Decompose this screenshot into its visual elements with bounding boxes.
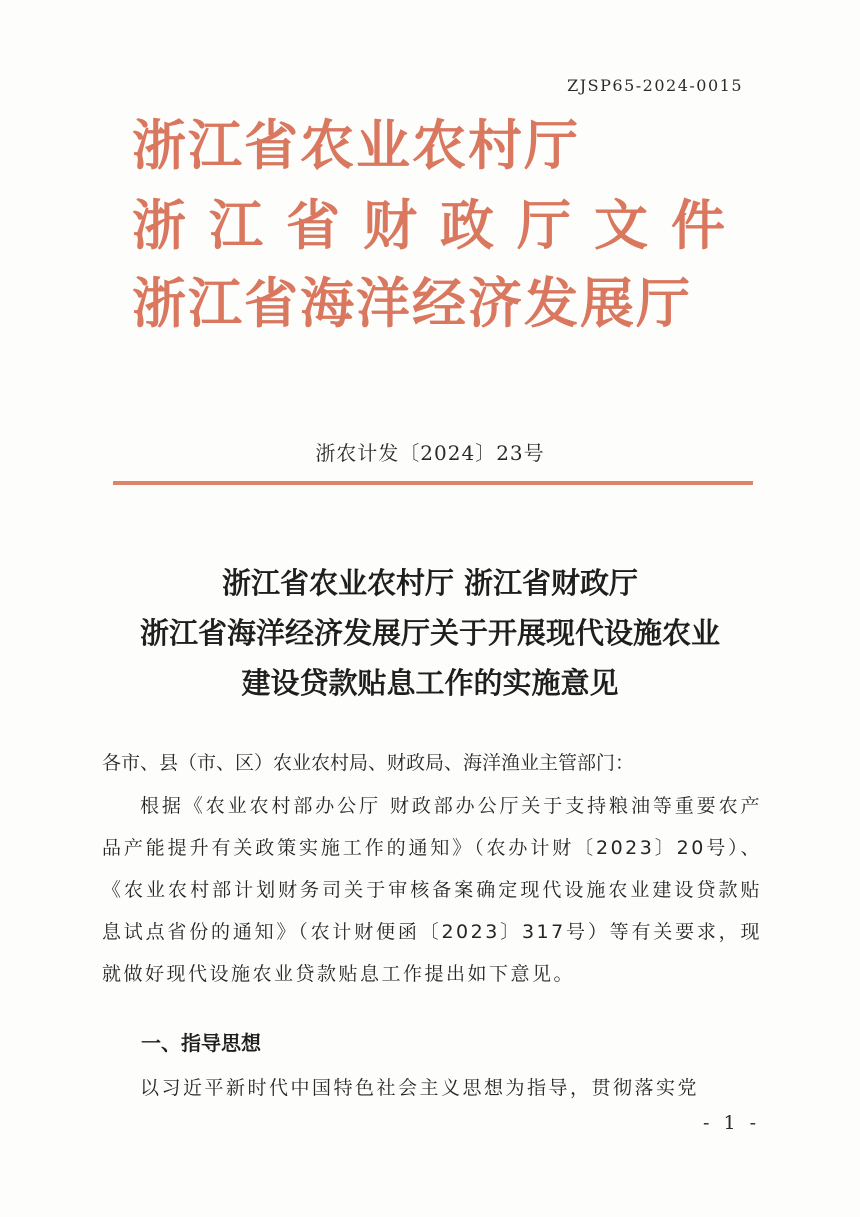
page-number: - 1 - bbox=[702, 1112, 760, 1134]
document-title bbox=[0, 558, 860, 708]
paragraph-basis: 根据《农业农村部办公厅 财政部办公厅关于支持粮油等重要农产品产能提升有关政策实施工作的通知》（农办计财〔2023〕20号）、《农业农村部计划财务司关于审核备案确定现代设施农业建设贷款贴息试点省份的通知》（农计财便函〔2023〕317号）等有关要求，现就做好现代设施农业贷款贴息工作提出如下意见。 bbox=[102, 795, 762, 985]
title-line-1: 浙江省农业农村厅 浙江省财政厅 bbox=[221, 566, 639, 600]
title-line-2: 浙江省海洋经济发展厅关于开展现代设施农业 bbox=[139, 616, 720, 650]
document-code: ZJSP65-2024-0015 bbox=[567, 76, 743, 95]
issuer-header-line-3: 浙江省海洋经济发展厅 bbox=[132, 272, 692, 335]
section-heading-guiding-ideology: 一、指导思想 bbox=[141, 1031, 261, 1055]
document-number: 浙农计发〔2024〕23号 bbox=[315, 441, 545, 465]
title-line-3: 建设贷款贴息工作的实施意见 bbox=[241, 666, 619, 700]
issuer-header-line-2: 浙江省财政厅文件 bbox=[132, 194, 748, 257]
issuer-header-line-1: 浙江省农业农村厅 bbox=[132, 114, 580, 177]
salutation: 各市、县（市、区）农业农村局、财政局、海洋渔业主管部门： bbox=[102, 752, 635, 774]
red-divider-rule bbox=[113, 481, 753, 485]
paragraph-guiding-ideology: 以习近平新时代中国特色社会主义思想为指导，贯彻落实党 bbox=[140, 1077, 700, 1099]
